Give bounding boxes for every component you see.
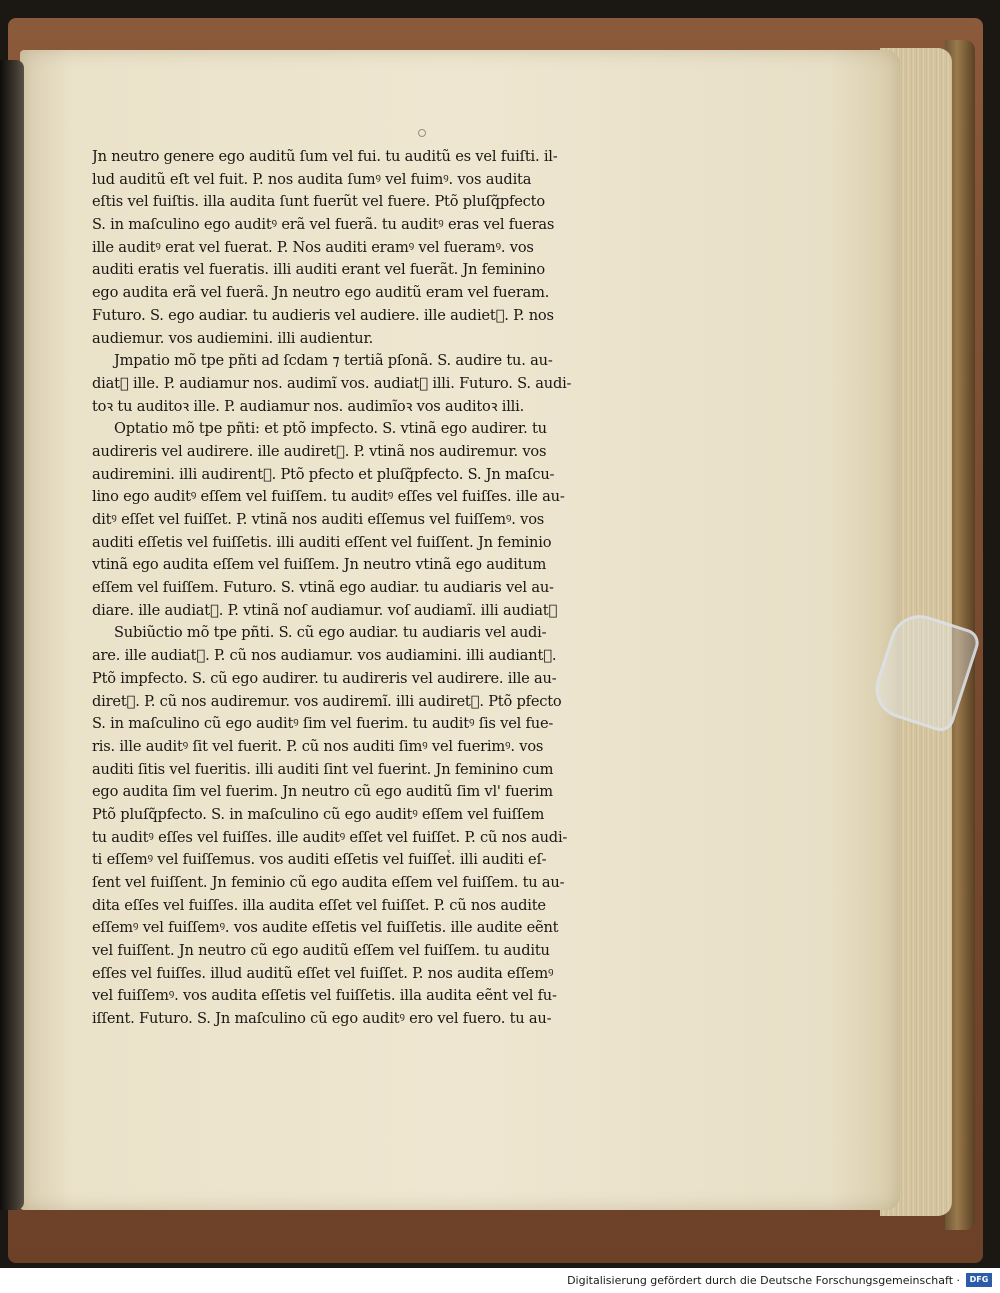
text-line: S. in maſculino ego auditꝰ erã vel fuerã. tu auditꝰ eras vel fueras — [92, 216, 555, 234]
text-line: Jmpatio mõ tpe pñti ad ſcdam ⁊ tertiã pſonã. S. audire tu. au- — [114, 352, 553, 370]
text-line: are. ille audiatᷣ. P. cũ nos audiamur. vos audiamini. illi audiantᷣ. — [92, 647, 557, 665]
text-line: iſſent. Futuro. S. Jn maſculino cũ ego auditꝰ ero vel fuero. tu au- — [92, 1010, 552, 1028]
text-line: dita eſſes vel fuiſſes. illa audita eſſet vel fuiſſet. P. cũ nos audite — [92, 896, 546, 914]
text-line: toꝛ tu auditoꝛ ille. P. audiamur nos. audimĩoꝛ vos auditoꝛ illi. — [92, 397, 525, 415]
text-line: auditi eratis vel fueratis. illi auditi erant vel fuerãt. Jn feminino — [92, 261, 545, 279]
text-line: ditꝰ eſſet vel fuiſſet. P. vtinã nos auditi eſſemus vel fuiſſemꝰ. vos — [92, 511, 545, 528]
page-mark-dot — [418, 129, 426, 137]
text-line: audireris vel audirere. ille audiretᷣ. P. vtinã nos audiremur. vos — [92, 442, 547, 460]
text-line: S. in maſculino cũ ego auditꝰ ſim vel fuerim. tu auditꝰ ſis vel fue- — [92, 715, 554, 733]
facing-page-edge — [0, 60, 24, 1210]
text-line: ſent vel fuiſſent. Jn feminio cũ ego audita eſſem vel fuiſſem. tu au- — [92, 874, 565, 891]
text-line: Ptõ pluſq̃pfecto. S. in maſculino cũ ego auditꝰ eſſem vel fuiſſem — [92, 805, 545, 823]
text-line: audiemur. vos audiemini. illi audientur. — [92, 329, 374, 347]
text-line: tu auditꝰ eſſes vel fuiſſes. ille auditꝰ eſſet vel fuiſſet. P. cũ nos audi- — [92, 828, 568, 846]
text-line: ego audita ſim vel fuerim. Jn neutro cũ ego auditũ ſim vl' fuerim — [92, 783, 553, 801]
text-line: ego audita erã vel fuerã. Jn neutro ego auditũ eram vel fueram. — [92, 284, 550, 302]
text-line: Jn neutro genere ego auditũ ſum vel fui. tu auditũ es vel fuiſti. il- — [92, 148, 558, 165]
text-line: diare. ille audiatᷣ. P. vtinã noſ audiamur. voſ audiamĩ. illi audiatᷣ — [92, 601, 558, 619]
text-line: vel fuiſſent. Jn neutro cũ ego auditũ eſſem vel fuiſſem. tu auditu — [92, 942, 550, 960]
text-line: eſſes vel fuiſſes. illud auditũ eſſet vel fuiſſet. P. nos audita eſſemꝰ — [92, 964, 554, 982]
text-line: Optatio mõ tpe pñti: et ptõ impfecto. S. vtinã ego audirer. tu — [114, 420, 547, 438]
dfg-logo: DFG — [966, 1273, 992, 1287]
text-line: diatᷣ ille. P. audiamur nos. audimĩ vos. audiatᷣ illi. Futuro. S. audi- — [92, 374, 572, 392]
text-line: audiremini. illi audirentᷣ. Ptõ pfecto et pluſq̃pfecto. S. Jn maſcu- — [92, 465, 555, 483]
text-line: auditi eſſetis vel fuiſſetis. illi auditi eſſent vel fuiſſent. Jn feminio — [92, 533, 552, 551]
text-line: lud auditũ eſt vel fuit. P. nos audita ſumꝰ vel fuimꝰ. vos audita — [92, 170, 532, 188]
text-line: ris. ille auditꝰ ſit vel fuerit. P. cũ nos auditi ſimꝰ vel fuerimꝰ. vos — [92, 737, 544, 755]
text-line: eſſem vel fuiſſem. Futuro. S. vtinã ego audiar. tu audiaris vel au- — [92, 579, 554, 597]
text-line: vtinã ego audita eſſem vel fuiſſem. Jn neutro vtinã ego auditum — [92, 556, 547, 574]
text-line: eſſemꝰ vel fuiſſemꝰ. vos audite eſſetis vel fuiſſetis. ille audite eẽnt — [92, 919, 559, 937]
text-line: Ptõ impfecto. S. cũ ego audirer. tu audireris vel audirere. ille au- — [92, 669, 557, 687]
page-text — [92, 146, 692, 1031]
text-line: diretᷣ. P. cũ nos audiremur. vos audiremĩ. illi audiretᷣ. Ptõ pfecto — [92, 692, 562, 710]
text-line: Futuro. S. ego audiar. tu audieris vel audiere. ille audietᷣ. P. nos — [92, 306, 554, 324]
text-line: lino ego auditꝰ eſſem vel fuiſſem. tu auditꝰ eſſes vel fuiſſes. ille au- — [92, 488, 565, 506]
footer-credit: Digitalisierung gefördert durch die Deutsche Forschungsgemeinschaft · — [567, 1274, 960, 1287]
text-line: auditi ſitis vel fueritis. illi auditi ſint vel fuerint. Jn feminino cum — [92, 760, 554, 778]
text-line: Subiũctio mõ tpe pñti. S. cũ ego audiar. tu audiaris vel audi- — [114, 624, 547, 642]
text-line: ti eſſemꝰ vel fuiſſemus. vos auditi eſſetis vel fuiſſetᷣ. illi auditi eſ- — [92, 851, 547, 869]
text-line: vel fuiſſemꝰ. vos audita eſſetis vel fuiſſetis. illa audita eẽnt vel fu- — [92, 987, 557, 1005]
text-line: ille auditꝰ erat vel fuerat. P. Nos auditi eramꝰ vel fueramꝰ. vos — [92, 238, 534, 256]
text-line: eſtis vel fuiſtis. illa audita ſunt fuerũt vel fuere. Ptõ pluſq̃pfecto — [92, 193, 545, 211]
footer-bar — [0, 1268, 1000, 1293]
